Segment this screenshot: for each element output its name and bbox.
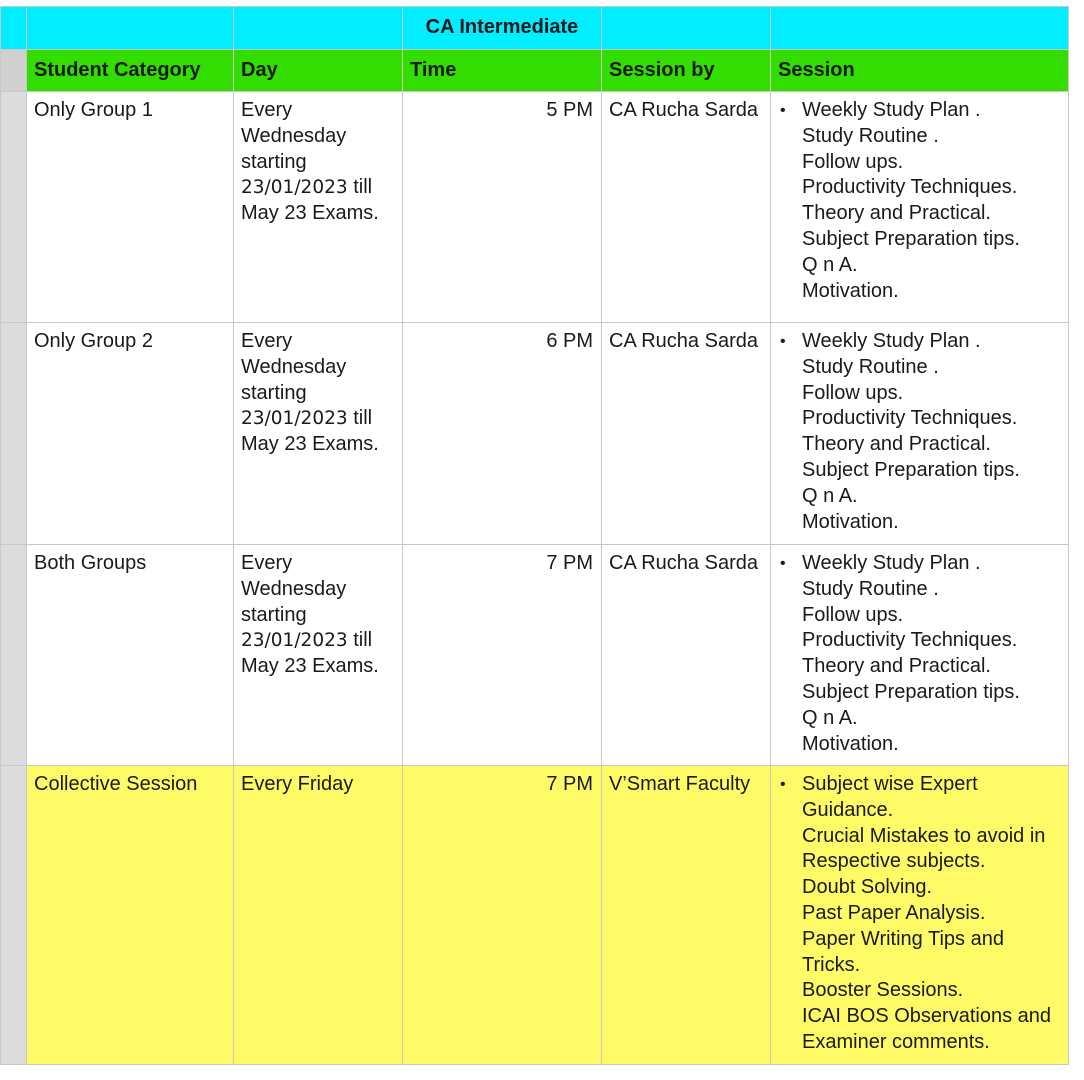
day-line: Wednesday (241, 577, 347, 600)
day-line: starting (241, 150, 307, 173)
session-topic: Past Paper Analysis. (802, 901, 986, 924)
session-topic-list (778, 551, 1061, 757)
column-header-category[interactable]: Student Category (27, 50, 234, 92)
time-cell[interactable]: 7 PM (403, 545, 602, 766)
schedule-table (0, 6, 1069, 1065)
session-topic: Theory and Practical. (802, 655, 991, 678)
session-topic: Motivation. (802, 510, 899, 533)
session-by-cell[interactable]: CA Rucha Sarda (602, 92, 771, 323)
session-topic: ICAI BOS Observations and Examiner comments. (802, 1005, 1052, 1053)
row-header-cell (1, 323, 27, 545)
session-topic: Q n A. (802, 706, 858, 729)
session-topic: Q n A. (802, 253, 858, 276)
session-topic: Study Routine . (802, 124, 939, 147)
session-topic: • Weekly Study Plan . (778, 98, 1061, 124)
day-till: till (347, 407, 373, 430)
day-till: till (347, 629, 373, 652)
time-cell[interactable]: 7 PM (403, 766, 602, 1065)
day-line: Every (241, 99, 293, 121)
day-line: starting (241, 381, 307, 404)
session-topic: Motivation. (802, 279, 899, 302)
time-cell[interactable]: 5 PM (403, 92, 602, 323)
title-empty-cell[interactable] (771, 7, 1069, 50)
session-topic: Productivity Techniques. (802, 407, 1018, 430)
session-topic: Crucial Mistakes to avoid in Respective subjects. (802, 824, 1046, 873)
session-topic: Paper Writing Tips and Tricks. (802, 927, 1004, 976)
session-topic: Doubt Solving. (802, 876, 933, 899)
day-line (241, 628, 395, 654)
session-topic: Study Routine . (802, 577, 939, 600)
row-header-cell (1, 766, 27, 1065)
session-topic: Theory and Practical. (802, 202, 991, 225)
title-row (1, 7, 1069, 50)
session-topic: Subject Preparation tips. (802, 680, 1020, 703)
header-row (1, 50, 1069, 92)
bullet-icon: • (780, 776, 786, 793)
session-cell[interactable] (771, 545, 1069, 766)
day-line (241, 406, 395, 432)
session-topic: Follow ups. (802, 603, 904, 626)
day-line: Every (241, 330, 293, 352)
row-header-cell (1, 7, 27, 50)
day-line: Every (241, 552, 293, 574)
day-cell[interactable] (234, 323, 403, 545)
session-by-cell[interactable]: CA Rucha Sarda (602, 323, 771, 545)
day-till: till (347, 176, 373, 199)
column-header-session-by[interactable]: Session by (602, 50, 771, 92)
day-cell[interactable] (234, 92, 403, 323)
row-header-cell (1, 92, 27, 323)
day-date: 23/01/2023 (241, 408, 348, 430)
bullet-icon: • (780, 102, 786, 119)
category-cell[interactable]: Both Groups (27, 545, 234, 766)
column-header-time[interactable]: Time (403, 50, 602, 92)
session-topic: Theory and Practical. (802, 433, 991, 456)
session-by-cell[interactable]: CA Rucha Sarda (602, 545, 771, 766)
session-topic: Follow ups. (802, 150, 904, 173)
day-line: May 23 Exams. (241, 202, 379, 225)
session-topic: Q n A. (802, 484, 858, 507)
session-topic: Productivity Techniques. (802, 629, 1018, 652)
day-line: May 23 Exams. (241, 433, 379, 456)
category-cell[interactable]: Only Group 1 (27, 92, 234, 323)
day-line: May 23 Exams. (241, 655, 379, 678)
row-header-cell (1, 50, 27, 92)
day-line: starting (241, 603, 307, 626)
table-row (1, 323, 1069, 545)
session-topic: Study Routine . (802, 355, 939, 378)
session-topic: • Subject wise Expert Guidance. (780, 773, 978, 821)
bullet-icon: • (780, 333, 786, 350)
session-topic: Productivity Techniques. (802, 176, 1018, 199)
day-line: Wednesday (241, 355, 347, 378)
session-by-cell[interactable]: V’Smart Faculty (602, 766, 771, 1065)
table-row (1, 92, 1069, 323)
row-header-cell (1, 545, 27, 766)
column-header-session[interactable]: Session (771, 50, 1069, 92)
table-row-highlighted (1, 766, 1069, 1065)
session-topic-list (778, 98, 1061, 304)
session-topic: • Weekly Study Plan . (778, 551, 1061, 577)
time-cell[interactable]: 6 PM (403, 323, 602, 545)
day-cell[interactable] (234, 545, 403, 766)
session-topic: Follow ups. (802, 381, 904, 404)
day-cell[interactable]: Every Friday (234, 766, 403, 1065)
title-empty-cell[interactable] (602, 7, 771, 50)
session-topic-list (778, 772, 1061, 1056)
session-cell[interactable] (771, 766, 1069, 1065)
session-cell[interactable] (771, 323, 1069, 545)
session-topic: Motivation. (802, 732, 899, 755)
day-line (241, 175, 395, 201)
session-cell[interactable] (771, 92, 1069, 323)
session-topic: Subject Preparation tips. (802, 458, 1020, 481)
category-cell[interactable]: Only Group 2 (27, 323, 234, 545)
session-topic: Booster Sessions. (802, 979, 964, 1002)
category-cell[interactable]: Collective Session (27, 766, 234, 1065)
session-topic: Subject Preparation tips. (802, 227, 1020, 250)
table-title[interactable]: CA Intermediate (403, 7, 602, 50)
column-header-day[interactable]: Day (234, 50, 403, 92)
title-empty-cell[interactable] (234, 7, 403, 50)
session-topic-list (778, 329, 1061, 535)
table-row (1, 545, 1069, 766)
day-date: 23/01/2023 (241, 630, 348, 652)
session-topic: • Weekly Study Plan . (778, 329, 1061, 355)
bullet-icon: • (780, 555, 786, 572)
day-line: Wednesday (241, 124, 347, 147)
title-empty-cell[interactable] (27, 7, 234, 50)
day-date: 23/01/2023 (241, 177, 348, 199)
